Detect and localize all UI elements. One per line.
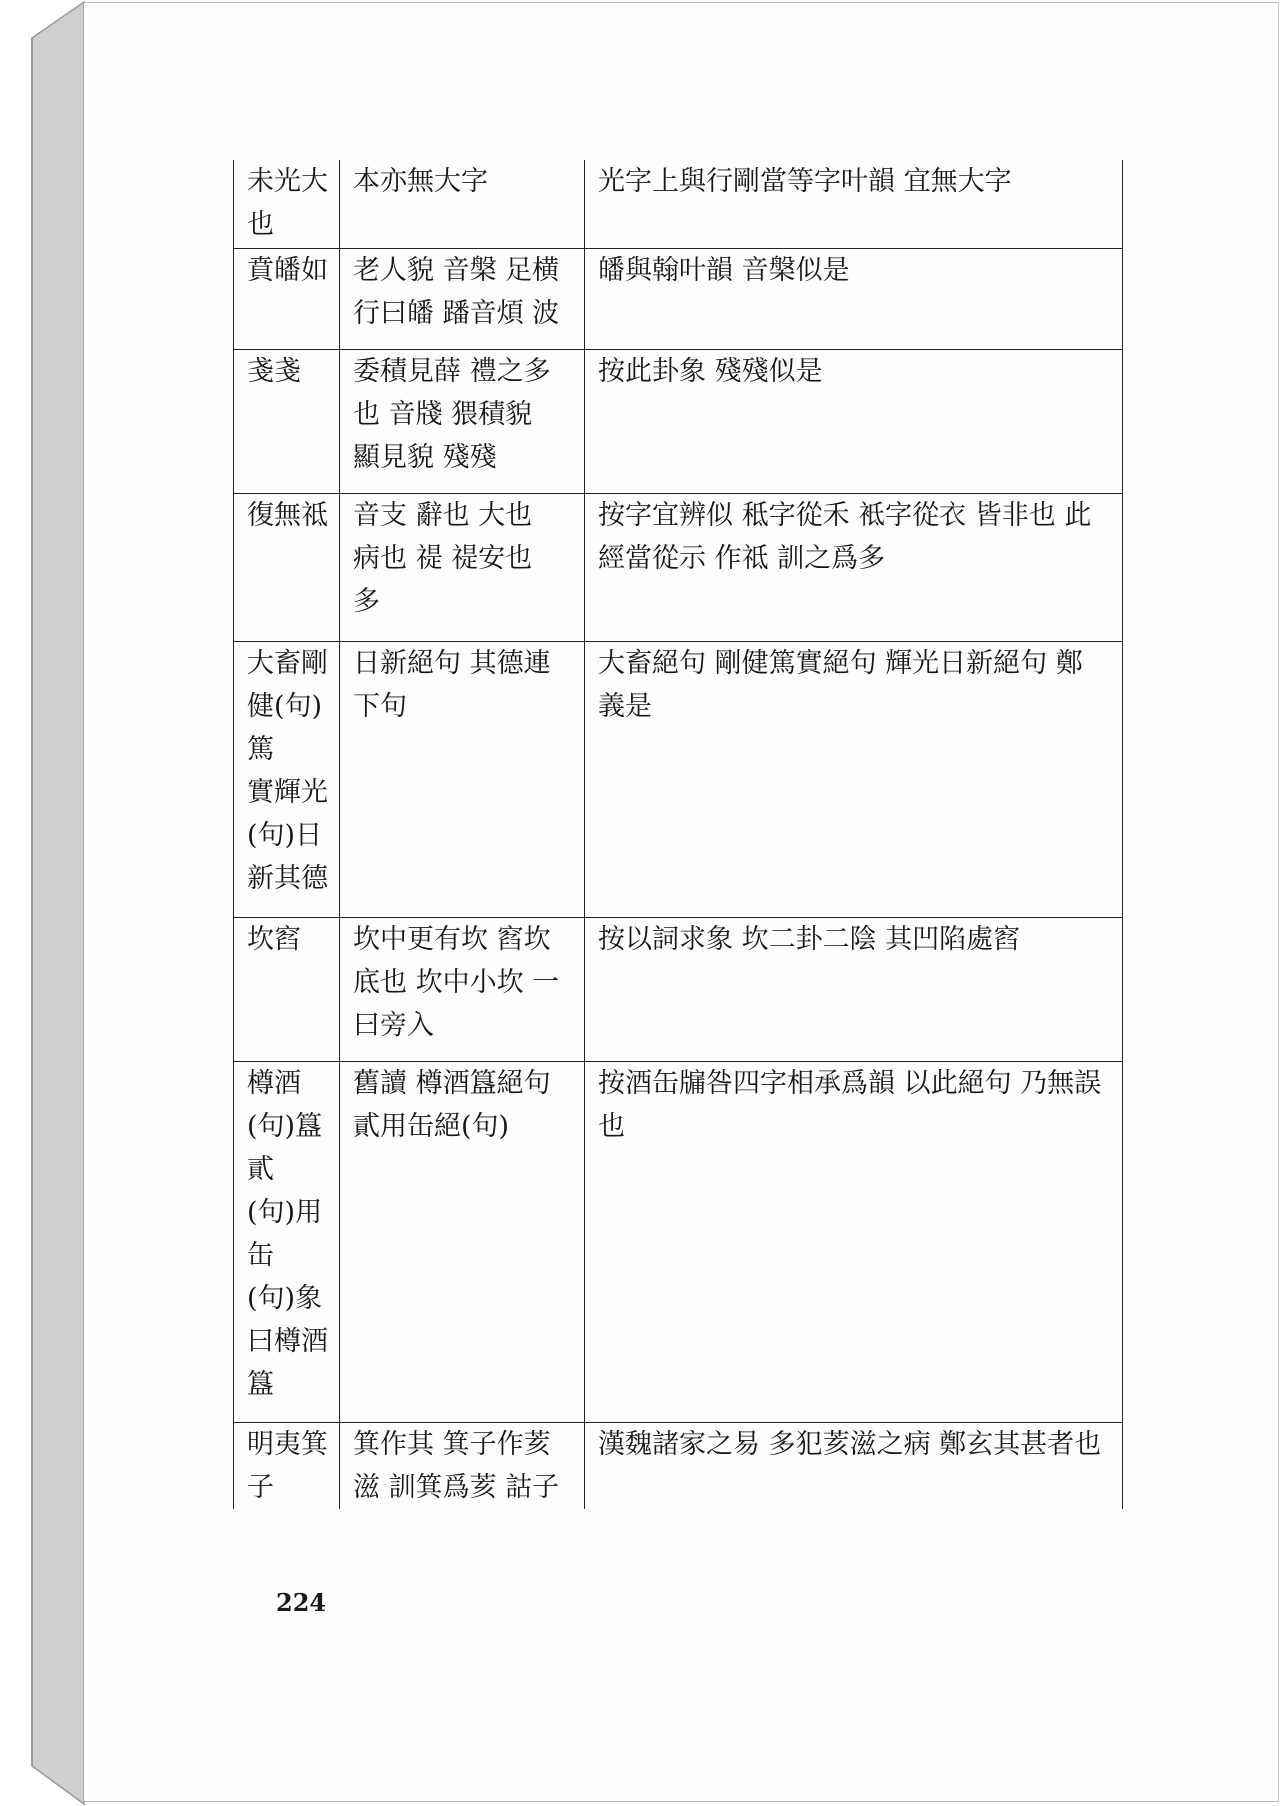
- gloss-text: 老人貌 音槃 足横 行曰皤 蹯音煩 波: [353, 254, 560, 329]
- table-row: [234, 349, 1123, 493]
- gloss-cell: [340, 917, 585, 1061]
- comment-cell: [585, 1422, 1123, 1509]
- term-cell: [234, 248, 340, 349]
- gloss-cell: [340, 493, 585, 641]
- gloss-cell: [340, 1422, 585, 1509]
- comment-cell: [585, 493, 1123, 641]
- term-text: 復無祗: [247, 499, 328, 531]
- gloss-text: 委積見薛 禮之多 也 音牋 猥積貌 顯見貌 殘殘: [353, 355, 551, 473]
- table-row: [234, 1061, 1123, 1422]
- term-text: 大畜剛 健(句) 篤 實輝光 (句)日 新其德: [247, 647, 328, 894]
- term-cell: [234, 641, 340, 917]
- table-row: [234, 641, 1123, 917]
- gloss-text: 舊讀 樽酒簋絕句 貳用缶絕(句): [353, 1067, 551, 1142]
- gloss-cell: [340, 248, 585, 349]
- comment-text: 大畜絕句 剛健篤實絕句 輝光日新絕句 鄭 義是: [598, 647, 1083, 722]
- gloss-cell: [340, 641, 585, 917]
- comment-cell: [585, 917, 1123, 1061]
- comment-text: 按酒缶牖咎四字相承爲韻 以此絕句 乃無誤 也: [598, 1067, 1102, 1142]
- gloss-cell: [340, 160, 585, 248]
- term-cell: [234, 349, 340, 493]
- table-row: [234, 160, 1123, 248]
- comment-cell: [585, 349, 1123, 493]
- book-spine-edge: [0, 0, 90, 1806]
- comment-text: 漢魏諸家之易 多犯荄滋之病 鄭玄其甚者也: [598, 1428, 1102, 1460]
- table-row: [234, 1422, 1123, 1509]
- term-cell: [234, 493, 340, 641]
- term-text: 未光大 也: [247, 166, 328, 240]
- gloss-cell: [340, 349, 585, 493]
- page-number: 224: [276, 1588, 327, 1617]
- gloss-cell: [340, 1061, 585, 1422]
- table-row: [234, 917, 1123, 1061]
- gloss-text: 本亦無大字: [353, 166, 488, 197]
- comment-text: 皤與翰叶韻 音槃似是: [598, 254, 850, 286]
- comment-text: 按此卦象 殘殘似是: [598, 355, 823, 387]
- gloss-text: 日新絕句 其德連 下句: [353, 647, 551, 722]
- term-cell: [234, 1422, 340, 1509]
- term-text: 賁皤如: [247, 254, 328, 286]
- term-text: 戔戔: [247, 355, 301, 387]
- table-row: [234, 248, 1123, 349]
- glossary-table: [233, 160, 1123, 1509]
- comment-text: 按以詞求象 坎二卦二陰 其凹陷處窞: [598, 923, 1021, 955]
- comment-text: 按字宜辨似 秪字從禾 袛字從衣 皆非也 此 經當從示 作祗 訓之爲多: [598, 499, 1092, 574]
- term-cell: [234, 917, 340, 1061]
- table-row: [234, 493, 1123, 641]
- term-text: 明夷箕 子: [247, 1428, 328, 1503]
- comment-text: 光字上與行剛當等字叶韻 宜無大字: [598, 166, 1012, 197]
- gloss-text: 坎中更有坎 窞坎 底也 坎中小坎 一 曰旁入: [353, 923, 560, 1041]
- comment-cell: [585, 160, 1123, 248]
- comment-cell: [585, 1061, 1123, 1422]
- comment-cell: [585, 248, 1123, 349]
- gloss-text: 箕作其 箕子作荄 滋 訓箕爲荄 詁子: [353, 1428, 560, 1503]
- term-text: 坎窞: [247, 923, 301, 955]
- term-text: 樽酒 (句)簋 貳 (句)用 缶 (句)象 曰樽酒 簋: [247, 1067, 328, 1400]
- gloss-text: 音支 辭也 大也 病也 禔 禔安也 多: [353, 499, 533, 617]
- term-cell: [234, 1061, 340, 1422]
- term-cell: [234, 160, 340, 248]
- comment-cell: [585, 641, 1123, 917]
